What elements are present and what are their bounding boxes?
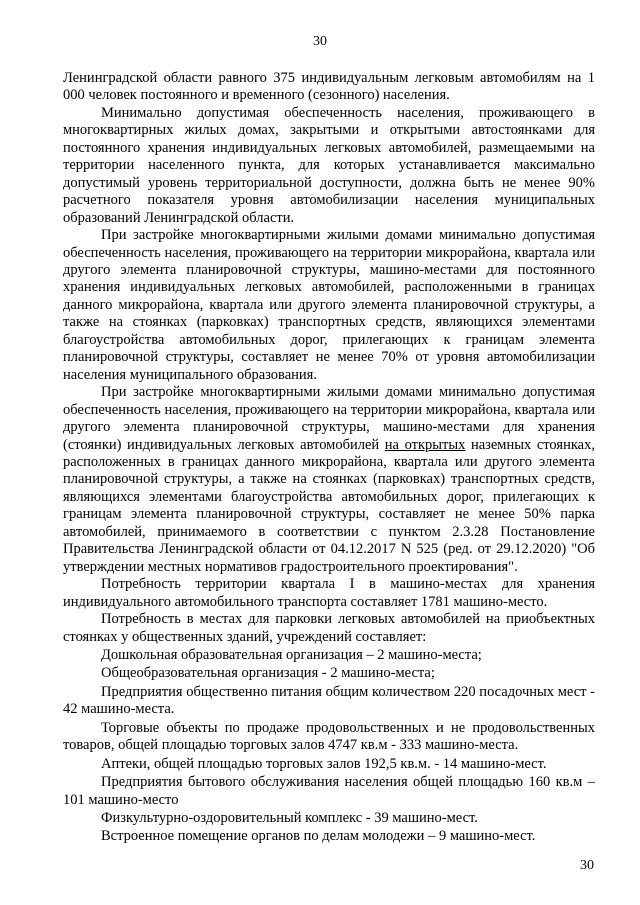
underlined-phrase: на открытых bbox=[384, 436, 466, 453]
paragraph-min-provision-70: При застройке многоквартирными жилыми домами минимально допустимая обеспеченность населения, проживающего на территории микрорайона, квартала или другого элемента планировочной структуры, машино-местами для постоянного хранения индивидуальных легковых автомобилей, расположенными в границах данного микрорайона, квартала или другого элемента планировочной структуры, а также на стоянках (парковках) транспортных средств, являющихся элементами благоустройства автомобильных дорог, прилегающих к границам элемента планировочной структуры, составляет не менее 70% от уровня автомобилизации населения муниципального образования. bbox=[63, 227, 595, 383]
page-number-top: 30 bbox=[313, 34, 327, 49]
list-item: Дошкольная образовательная организация – 2 машино-места; bbox=[101, 646, 482, 663]
paragraph-text-part: При застройке многоквартирными жилыми домами минимально допустимая обеспеченность населения, проживающего на территории микрорайона, квартала или другого элемента планировочной структуры, машино-местами для хранения (стоянки) индивидуальных легковых автомобилей bbox=[63, 384, 595, 453]
list-item: Физкультурно-оздоровительный комплекс - 39 машино-мест. bbox=[101, 810, 478, 827]
paragraph-parking-demand-intro: Потребность в местах для парковки легковых автомобилей на приобъектных стоянках у общественных зданий, учреждений составляет: bbox=[63, 611, 595, 645]
paragraph-continuation: Ленинградской области равного 375 индивидуальным легковым автомобилям на 1 000 человек постоянного и временного (сезонного) населения. bbox=[63, 70, 595, 104]
page-number-bottom: 30 bbox=[580, 858, 594, 873]
list-item: Предприятия общественно питания общим количеством 220 посадочных мест - 42 машино-места. bbox=[63, 683, 595, 718]
paragraph-quarter-demand: Потребность территории квартала I в машино-местах для хранения индивидуального автомобильного транспорта составляет 1781 машино-место. bbox=[63, 576, 595, 610]
list-item: Аптеки, общей площадью торговых залов 192,5 кв.м. - 14 машино-мест. bbox=[101, 755, 547, 772]
list-item: Предприятия бытового обслуживания населения общей площадью 160 кв.м – 101 машино-место bbox=[63, 774, 595, 808]
list-item: Общеобразовательная организация - 2 машино-места; bbox=[101, 665, 435, 682]
paragraph-min-provision-garages: Минимально допустимая обеспеченность населения, проживающего в многоквартирных жилых домах, закрытыми и открытыми автостоянками для постоянного хранения индивидуальных легковых автомобилей, размещаемыми на территории населенного пункта, для которых устанавливается максимально допустимый уровень территориальной доступности, должна быть не менее 90% расчетного показателя уровня автомобилизации населения муниципальных образований Ленинградской области. bbox=[63, 104, 595, 226]
paragraph-min-provision-50 bbox=[63, 384, 595, 576]
document-body bbox=[63, 70, 595, 846]
list-item: Торговые объекты по продаже продовольственных и не продовольственных товаров, общей площадью торговых залов 4747 кв.м - 333 машино-места. bbox=[63, 719, 595, 754]
paragraph-text-part: наземных стоянках, расположенных в границах данного микрорайона, квартала или другого элемента планировочной структуры, а также на стоянках (парковках) транспортных средств, являющихся элементами благоустройства автомобильных дорог, прилегающих к границам элемента планировочной структуры, составляет не менее 50% парка автомобилей, принимаемого в соответствии с пунктом 2.3.28 Постановление Правительства Ленинградской области от 04.12.2017 N 525 (ред. от 29.12.2020) "Об утверждении местных нормативов градостроительного проектирования". bbox=[63, 436, 595, 575]
list-item: Встроенное помещение органов по делам молодежи – 9 машино-мест. bbox=[101, 828, 536, 845]
